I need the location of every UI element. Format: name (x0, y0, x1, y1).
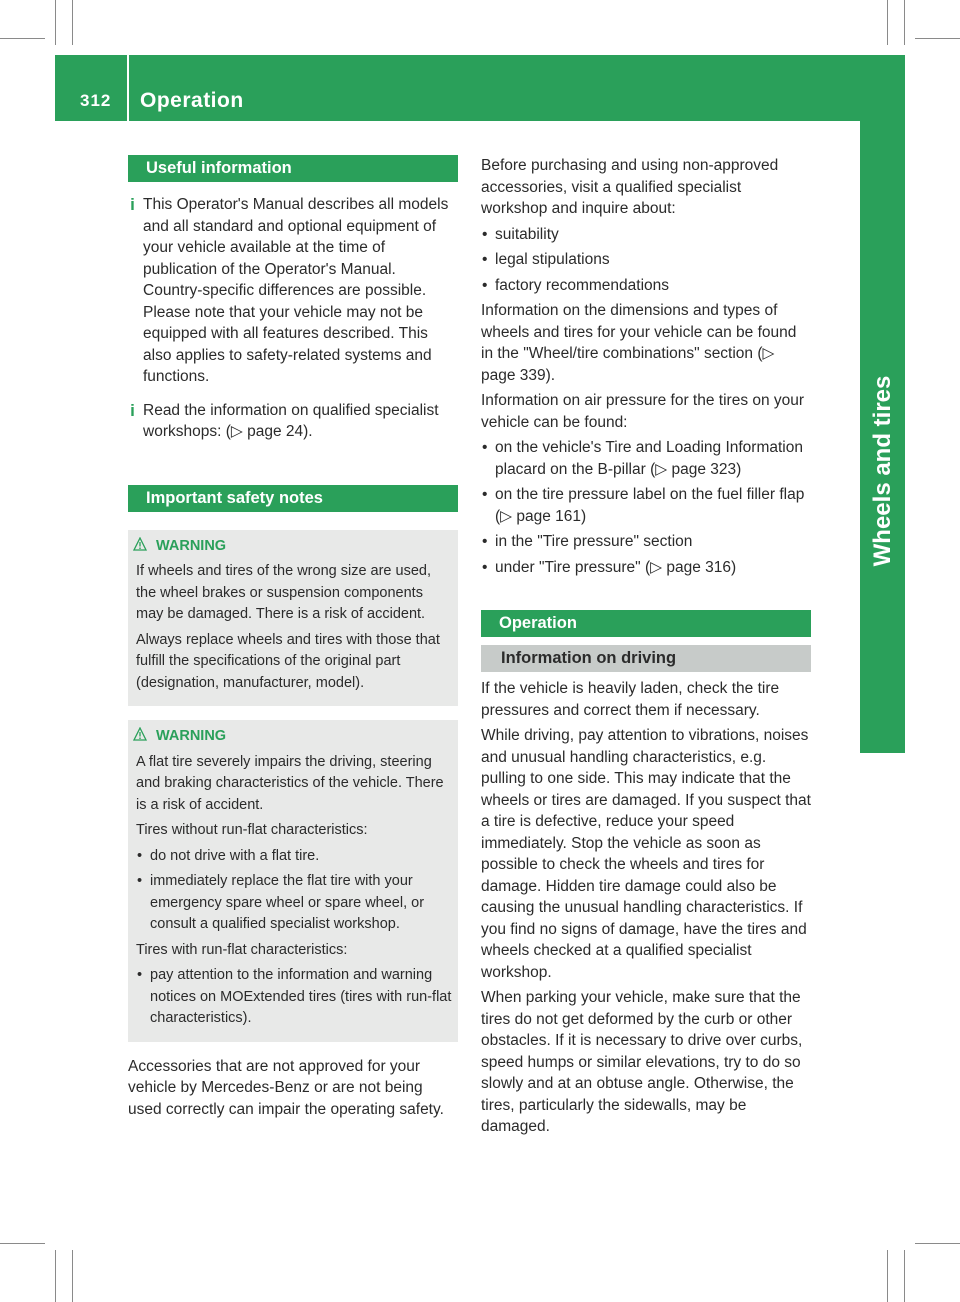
info-icon: i (130, 400, 135, 420)
dimensions-paragraph: Information on the dimensions and types of wheels and tires for your vehicle can be found in the "Wheel/tire combinations" section (▷ page 339). (481, 302, 797, 384)
crop-mark (915, 1243, 960, 1244)
crop-mark (887, 1250, 888, 1302)
warning-paragraph: Always replace wheels and tires with those that fulfill the specifications of the original part (designation, manufacturer, model). (136, 631, 440, 691)
driving-paragraph: While driving, pay attention to vibrations, noises and unusual handling characteristics, e.g. pulling to one side. This may indicate that the wheels or tires are damaged. If you suspect that a tire is defective, reduce your speed immediately. Stop the vehicle as soon as possible to check the wheels and tires for damage. Hidden tire damage could also be causing the unusual handling characteristics. If you find no signs of damage, have the tires and wheels checked at a qualified specialist workshop. (481, 727, 811, 981)
warning-title-text: WARNING (156, 728, 227, 744)
bullet-item: • in the "Tire pressure" section (481, 531, 811, 553)
spacer (481, 582, 811, 610)
warning-paragraph: A flat tire severely impairs the driving, steering and braking characteristics of the vehicle. There is a risk of accident. (136, 753, 444, 813)
bullet-item: • immediately replace the flat tire with your emergency spare wheel or spare wheel, or consult a qualified specialist workshop. (136, 871, 452, 936)
info-note-text: This Operator's Manual describes all models and all standard and optional equipment of your vehicle available at the time of publication of the Operator's Manual. Country-specific differences are possible. Please note that your vehicle may not be equipped with all features described. This also applies to safety-related systems and functions. (143, 196, 449, 385)
warning-paragraph: Tires without run-flat characteristics: (136, 822, 368, 838)
crop-mark (72, 0, 73, 45)
info-note (128, 400, 458, 443)
page-number: 312 (80, 91, 112, 110)
crop-mark (915, 38, 960, 39)
warning-title (136, 536, 452, 558)
intro-paragraph: Before purchasing and using non-approved accessories, visit a qualified specialist workshop and inquire about: (481, 157, 779, 217)
right-column (481, 155, 811, 1142)
spacer (128, 706, 458, 720)
info-note-text: Read the information on qualified specialist workshops: (▷ page 24). (143, 401, 439, 440)
bullet-item: • on the tire pressure label on the fuel filler flap (▷ page 161) (481, 484, 811, 527)
bullet-item: • do not drive with a flat tire. (136, 846, 452, 868)
bullet-item: • under "Tire pressure" (▷ page 316) (481, 557, 811, 579)
section-heading-safety: Important safety notes (128, 485, 458, 512)
accessories-paragraph: Accessories that are not approved for your vehicle by Mercedes-Benz or are not being used correctly can impair the operating safety. (128, 1057, 444, 1118)
info-note (128, 194, 458, 388)
driving-paragraph: When parking your vehicle, make sure that the tires do not get deformed by the curb or other obstacles. If it is necessary to drive over curbs, speed humps or similar elevations, try to do so slowly and at an obtuse angle. Otherwise, the tires, particularly the sidewalls, may be damaged. (481, 989, 803, 1135)
warning-triangle-icon (133, 727, 147, 741)
pressure-intro-paragraph: Information on air pressure for the tires on your vehicle can be found: (481, 392, 805, 431)
bullet-item: • factory recommendations (481, 275, 811, 297)
driving-paragraph: If the vehicle is heavily laden, check the tire pressures and correct them if necessary. (481, 680, 780, 719)
bullet-item: • pay attention to the information and warning notices on MOExtended tires (tires with run-flat characteristics). (136, 965, 452, 1030)
section-heading-operation: Operation (481, 610, 811, 637)
crop-mark (0, 1243, 45, 1244)
chapter-tab (860, 121, 905, 753)
section-heading-useful-info: Useful information (128, 155, 458, 182)
crop-mark (72, 1250, 73, 1302)
left-column (128, 155, 458, 1124)
crop-mark (55, 0, 56, 45)
warning-box (128, 530, 458, 707)
bullet-item: • on the vehicle's Tire and Loading Information placard on the B-pillar (▷ page 323) (481, 437, 811, 480)
info-icon: i (130, 195, 135, 214)
bullet-item: • suitability (481, 224, 811, 246)
crop-mark (904, 0, 905, 45)
chapter-tab-label: Wheels and tires (869, 375, 896, 567)
chapter-tab-label-graphic (860, 121, 905, 753)
warning-triangle-icon (133, 537, 147, 551)
page-title: Operation (140, 89, 244, 112)
warning-title-text: WARNING (156, 537, 227, 554)
crop-mark (0, 38, 45, 39)
subsection-heading-driving: Information on driving (481, 645, 811, 672)
warning-title (136, 726, 452, 748)
crop-mark (887, 0, 888, 45)
bullet-item: • legal stipulations (481, 249, 811, 271)
spacer (128, 455, 458, 485)
header-divider (127, 55, 129, 121)
crop-mark (55, 1250, 56, 1302)
warning-box (128, 720, 458, 1042)
crop-mark (904, 1250, 905, 1302)
warning-paragraph: If wheels and tires of the wrong size are used, the wheel brakes or suspension components may be damaged. There is a risk of accident. (136, 563, 431, 622)
warning-paragraph: Tires with run-flat characteristics: (136, 941, 348, 958)
